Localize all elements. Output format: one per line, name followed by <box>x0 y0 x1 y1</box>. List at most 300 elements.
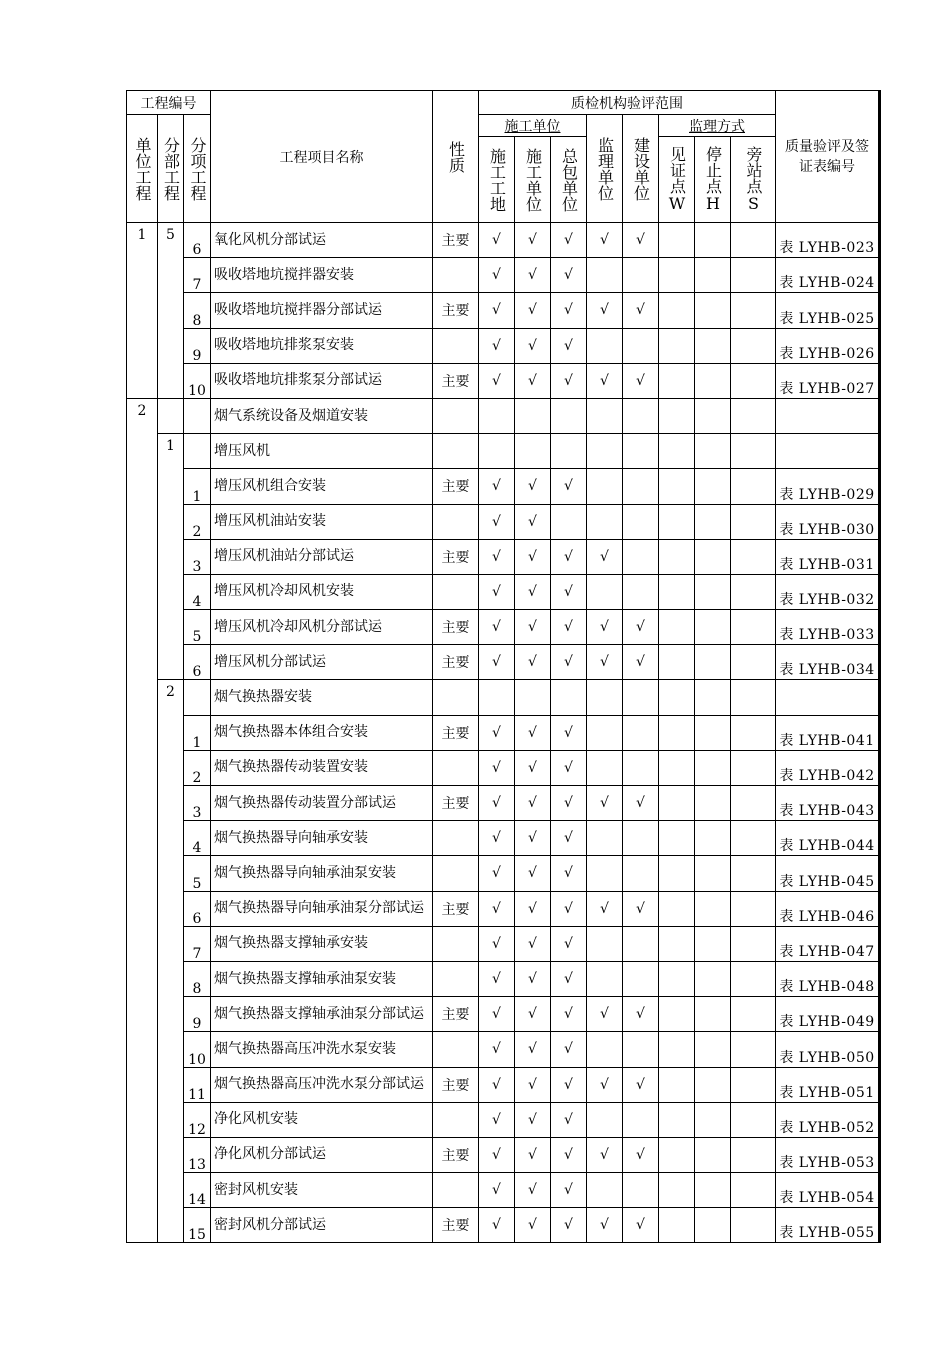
check-mark-cell: √ <box>515 1102 551 1137</box>
nature-cell: 主要 <box>433 1067 479 1102</box>
nature-cell: 主要 <box>433 645 479 680</box>
item-name-cell: 烟气换热器传动装置分部试运 <box>211 786 433 821</box>
check-mark-cell <box>731 961 776 996</box>
check-mark-cell <box>695 645 731 680</box>
table-row <box>127 363 880 398</box>
nature-cell <box>433 750 479 785</box>
form-no-cell: 表 LYHB-041 <box>776 715 880 750</box>
item-name-cell: 烟气换热器支撑轴承油泵分部试运 <box>211 997 433 1032</box>
check-mark-cell <box>731 539 776 574</box>
item-name-cell: 吸收塔地坑排浆泵安装 <box>211 328 433 363</box>
form-no-cell: 表 LYHB-027 <box>776 363 880 398</box>
check-mark-cell <box>623 574 659 609</box>
form-no-cell: 表 LYHB-043 <box>776 786 880 821</box>
check-mark-cell <box>695 434 731 469</box>
form-no-cell <box>776 680 880 715</box>
table-row <box>127 434 880 469</box>
item-project-cell <box>184 434 211 469</box>
check-mark-cell <box>659 680 695 715</box>
check-mark-cell: √ <box>587 645 623 680</box>
check-mark-cell <box>731 680 776 715</box>
check-mark-cell <box>731 469 776 504</box>
check-mark-cell: √ <box>551 821 587 856</box>
check-mark-cell: √ <box>587 997 623 1032</box>
item-project-header: 分项工程 <box>184 115 211 223</box>
check-mark-cell <box>479 680 515 715</box>
check-mark-cell <box>551 398 587 433</box>
check-mark-cell: √ <box>479 539 515 574</box>
check-mark-cell: √ <box>515 574 551 609</box>
nature-cell <box>433 1032 479 1067</box>
form-no-cell: 表 LYHB-047 <box>776 926 880 961</box>
form-no-cell: 表 LYHB-033 <box>776 610 880 645</box>
check-mark-cell: √ <box>479 328 515 363</box>
check-mark-cell: √ <box>515 1208 551 1243</box>
quality-inspection-table <box>126 90 881 1243</box>
sub-project-cell: 1 <box>158 434 184 680</box>
nature-cell: 主要 <box>433 1208 479 1243</box>
check-mark-cell <box>587 574 623 609</box>
sub-project-cell: 2 <box>158 680 184 1243</box>
unit-project-cell: 2 <box>127 398 158 1243</box>
nature-cell <box>433 434 479 469</box>
check-mark-cell: √ <box>515 610 551 645</box>
check-mark-cell: √ <box>551 786 587 821</box>
table-row <box>127 856 880 891</box>
table-row <box>127 574 880 609</box>
check-mark-cell <box>695 891 731 926</box>
check-mark-cell: √ <box>587 891 623 926</box>
item-project-cell <box>184 398 211 433</box>
check-mark-cell <box>623 504 659 539</box>
item-name-cell: 烟气换热器传动装置安装 <box>211 750 433 785</box>
check-mark-cell: √ <box>479 750 515 785</box>
item-project-cell: 5 <box>184 610 211 645</box>
check-mark-cell: √ <box>551 926 587 961</box>
check-mark-cell <box>695 997 731 1032</box>
form-no-cell: 表 LYHB-053 <box>776 1137 880 1172</box>
check-mark-cell: √ <box>479 504 515 539</box>
check-mark-cell <box>731 926 776 961</box>
check-mark-cell <box>515 680 551 715</box>
form-no-cell: 表 LYHB-045 <box>776 856 880 891</box>
table-row <box>127 961 880 996</box>
check-mark-cell: √ <box>587 1137 623 1172</box>
check-mark-cell <box>695 680 731 715</box>
check-mark-cell: √ <box>479 1032 515 1067</box>
check-mark-cell: √ <box>515 293 551 328</box>
check-mark-cell: √ <box>551 328 587 363</box>
table-row <box>127 504 880 539</box>
item-name-cell: 增压风机 <box>211 434 433 469</box>
check-mark-cell: √ <box>623 610 659 645</box>
check-mark-cell: √ <box>515 997 551 1032</box>
check-mark-cell <box>551 680 587 715</box>
check-mark-cell: √ <box>551 539 587 574</box>
check-mark-cell <box>659 856 695 891</box>
nature-cell: 主要 <box>433 1137 479 1172</box>
check-mark-cell <box>695 926 731 961</box>
item-project-cell: 7 <box>184 258 211 293</box>
nature-cell <box>433 856 479 891</box>
form-no-cell: 表 LYHB-044 <box>776 821 880 856</box>
check-mark-cell <box>659 469 695 504</box>
check-mark-cell: √ <box>551 363 587 398</box>
check-mark-cell: √ <box>551 891 587 926</box>
table-row <box>127 610 880 645</box>
check-mark-cell <box>623 328 659 363</box>
check-mark-cell <box>587 821 623 856</box>
check-mark-cell: √ <box>623 997 659 1032</box>
check-mark-cell <box>551 504 587 539</box>
check-mark-cell <box>659 1102 695 1137</box>
item-name-cell: 净化风机分部试运 <box>211 1137 433 1172</box>
check-mark-cell <box>695 1137 731 1172</box>
table-row <box>127 997 880 1032</box>
check-mark-cell <box>587 328 623 363</box>
check-mark-cell <box>623 856 659 891</box>
item-project-cell: 9 <box>184 328 211 363</box>
check-mark-cell <box>659 961 695 996</box>
check-mark-cell: √ <box>515 856 551 891</box>
check-mark-cell: √ <box>515 469 551 504</box>
nature-cell <box>433 926 479 961</box>
form-no-cell: 表 LYHB-034 <box>776 645 880 680</box>
check-mark-cell <box>659 926 695 961</box>
check-mark-cell <box>587 856 623 891</box>
check-mark-cell <box>731 434 776 469</box>
nature-cell <box>433 574 479 609</box>
check-mark-cell <box>659 398 695 433</box>
check-mark-cell <box>623 961 659 996</box>
check-mark-cell: √ <box>623 1137 659 1172</box>
form-no-cell: 表 LYHB-042 <box>776 750 880 785</box>
form-no-cell: 表 LYHB-049 <box>776 997 880 1032</box>
check-mark-cell <box>695 1067 731 1102</box>
check-mark-cell <box>731 1208 776 1243</box>
item-name-header: 工程项目名称 <box>211 91 433 223</box>
check-mark-cell <box>515 398 551 433</box>
check-mark-cell: √ <box>551 1137 587 1172</box>
table-row <box>127 715 880 750</box>
check-mark-cell <box>623 398 659 433</box>
check-mark-cell: √ <box>515 504 551 539</box>
check-mark-cell <box>731 997 776 1032</box>
check-mark-cell <box>623 434 659 469</box>
check-mark-cell <box>623 926 659 961</box>
general-contractor-header: 总包单位 <box>551 137 587 223</box>
item-name-cell: 烟气换热器高压冲洗水泵安装 <box>211 1032 433 1067</box>
check-mark-cell <box>731 223 776 258</box>
check-mark-cell <box>659 1173 695 1208</box>
nature-cell: 主要 <box>433 469 479 504</box>
sub-project-cell: 5 <box>158 223 184 399</box>
check-mark-cell <box>695 821 731 856</box>
item-name-cell: 增压风机组合安装 <box>211 469 433 504</box>
check-mark-cell <box>659 434 695 469</box>
item-name-cell: 吸收塔地坑搅拌器安装 <box>211 258 433 293</box>
check-mark-cell: √ <box>623 1067 659 1102</box>
check-mark-cell <box>659 539 695 574</box>
check-mark-cell: √ <box>551 997 587 1032</box>
item-project-cell <box>184 680 211 715</box>
check-mark-cell: √ <box>587 1208 623 1243</box>
check-mark-cell: √ <box>479 574 515 609</box>
supervision-mode-header: 监理方式 <box>659 115 776 137</box>
item-name-cell: 吸收塔地坑搅拌器分部试运 <box>211 293 433 328</box>
check-mark-cell <box>731 856 776 891</box>
check-mark-cell <box>731 328 776 363</box>
check-mark-cell: √ <box>551 1067 587 1102</box>
check-mark-cell <box>659 1208 695 1243</box>
check-mark-cell <box>587 1102 623 1137</box>
check-mark-cell <box>659 750 695 785</box>
table-row <box>127 750 880 785</box>
nature-cell: 主要 <box>433 539 479 574</box>
check-mark-cell <box>695 504 731 539</box>
check-mark-cell <box>659 1067 695 1102</box>
form-no-cell: 表 LYHB-054 <box>776 1173 880 1208</box>
check-mark-cell <box>587 750 623 785</box>
check-mark-cell <box>695 293 731 328</box>
check-mark-cell: √ <box>551 223 587 258</box>
check-mark-cell: √ <box>623 1208 659 1243</box>
check-mark-cell <box>731 574 776 609</box>
check-mark-cell: √ <box>515 891 551 926</box>
check-mark-cell <box>731 398 776 433</box>
check-mark-cell: √ <box>515 1067 551 1102</box>
item-project-cell: 2 <box>184 504 211 539</box>
item-project-cell: 15 <box>184 1208 211 1243</box>
check-mark-cell <box>659 574 695 609</box>
form-no-cell <box>776 434 880 469</box>
check-mark-cell: √ <box>479 1208 515 1243</box>
check-mark-cell: √ <box>551 469 587 504</box>
item-name-cell: 增压风机冷却风机分部试运 <box>211 610 433 645</box>
form-no-cell: 表 LYHB-051 <box>776 1067 880 1102</box>
form-no-cell: 表 LYHB-048 <box>776 961 880 996</box>
check-mark-cell <box>659 223 695 258</box>
check-mark-cell <box>659 645 695 680</box>
construction-unit-header: 施工单位 <box>479 115 587 137</box>
check-mark-cell: √ <box>551 258 587 293</box>
item-name-cell: 烟气换热器支撑轴承安装 <box>211 926 433 961</box>
item-project-cell: 6 <box>184 223 211 258</box>
check-mark-cell <box>695 750 731 785</box>
check-mark-cell <box>731 750 776 785</box>
item-project-cell: 2 <box>184 750 211 785</box>
check-mark-cell: √ <box>479 1137 515 1172</box>
check-mark-cell: √ <box>587 363 623 398</box>
check-mark-cell <box>695 1102 731 1137</box>
item-name-cell: 烟气换热器支撑轴承油泵安装 <box>211 961 433 996</box>
check-mark-cell: √ <box>623 786 659 821</box>
check-mark-cell <box>623 258 659 293</box>
check-mark-cell <box>731 1032 776 1067</box>
check-mark-cell: √ <box>515 750 551 785</box>
check-mark-cell: √ <box>515 1032 551 1067</box>
check-mark-cell <box>623 715 659 750</box>
table-row <box>127 469 880 504</box>
item-name-cell: 密封风机安装 <box>211 1173 433 1208</box>
check-mark-cell <box>551 434 587 469</box>
item-project-cell: 9 <box>184 997 211 1032</box>
check-mark-cell <box>659 1032 695 1067</box>
table-row <box>127 293 880 328</box>
check-mark-cell: √ <box>551 750 587 785</box>
check-mark-cell <box>731 645 776 680</box>
nature-cell: 主要 <box>433 293 479 328</box>
check-mark-cell <box>587 258 623 293</box>
form-no-cell: 表 LYHB-031 <box>776 539 880 574</box>
check-mark-cell <box>731 610 776 645</box>
check-mark-cell: √ <box>479 1067 515 1102</box>
check-mark-cell <box>695 786 731 821</box>
item-project-cell: 4 <box>184 574 211 609</box>
item-project-cell: 4 <box>184 821 211 856</box>
nature-cell: 主要 <box>433 997 479 1032</box>
nature-cell <box>433 961 479 996</box>
check-mark-cell <box>695 1032 731 1067</box>
check-mark-cell <box>695 574 731 609</box>
table-row <box>127 1137 880 1172</box>
check-mark-cell <box>587 1032 623 1067</box>
check-mark-cell <box>587 926 623 961</box>
check-mark-cell: √ <box>479 821 515 856</box>
const-unit-header: 施工单位 <box>515 137 551 223</box>
check-mark-cell <box>587 469 623 504</box>
form-no-cell: 表 LYHB-055 <box>776 1208 880 1243</box>
check-mark-cell: √ <box>515 961 551 996</box>
check-mark-cell: √ <box>515 258 551 293</box>
nature-cell <box>433 1102 479 1137</box>
check-mark-cell: √ <box>551 1102 587 1137</box>
check-mark-cell: √ <box>515 539 551 574</box>
check-mark-cell <box>731 363 776 398</box>
check-mark-cell: √ <box>551 1173 587 1208</box>
check-mark-cell <box>695 610 731 645</box>
check-mark-cell <box>515 434 551 469</box>
nature-cell <box>433 258 479 293</box>
check-mark-cell <box>695 1208 731 1243</box>
form-no-cell: 表 LYHB-032 <box>776 574 880 609</box>
check-mark-cell: √ <box>623 645 659 680</box>
check-mark-cell <box>731 1067 776 1102</box>
witness-header: 见证点W <box>659 137 695 223</box>
check-mark-cell <box>695 469 731 504</box>
check-mark-cell <box>695 258 731 293</box>
check-mark-cell: √ <box>587 223 623 258</box>
scope-header: 质检机构验评范围 <box>479 91 776 115</box>
table-row <box>127 539 880 574</box>
check-mark-cell: √ <box>479 997 515 1032</box>
check-mark-cell: √ <box>551 610 587 645</box>
check-mark-cell: √ <box>479 891 515 926</box>
check-mark-cell <box>623 1102 659 1137</box>
item-project-cell: 3 <box>184 539 211 574</box>
check-mark-cell: √ <box>479 645 515 680</box>
table-row <box>127 1173 880 1208</box>
supervision-unit-header: 监理单位 <box>587 115 623 223</box>
check-mark-cell <box>623 539 659 574</box>
check-mark-cell: √ <box>551 961 587 996</box>
check-mark-cell: √ <box>515 645 551 680</box>
check-mark-cell <box>731 891 776 926</box>
check-mark-cell <box>623 469 659 504</box>
table-row <box>127 1067 880 1102</box>
table-row <box>127 926 880 961</box>
nature-cell: 主要 <box>433 891 479 926</box>
standby-header: 旁站点S <box>731 137 776 223</box>
item-project-cell: 8 <box>184 961 211 996</box>
item-name-cell: 烟气换热器导向轴承油泵分部试运 <box>211 891 433 926</box>
item-name-cell: 烟气换热器安装 <box>211 680 433 715</box>
check-mark-cell <box>587 504 623 539</box>
table-row <box>127 786 880 821</box>
check-mark-cell: √ <box>623 293 659 328</box>
check-mark-cell: √ <box>551 1208 587 1243</box>
nature-header: 性质 <box>433 91 479 223</box>
nature-cell: 主要 <box>433 715 479 750</box>
check-mark-cell <box>623 1032 659 1067</box>
table-row <box>127 1208 880 1243</box>
check-mark-cell: √ <box>551 856 587 891</box>
sub-project-header: 分部工程 <box>158 115 184 223</box>
item-name-cell: 吸收塔地坑排浆泵分部试运 <box>211 363 433 398</box>
check-mark-cell: √ <box>551 715 587 750</box>
check-mark-cell: √ <box>551 293 587 328</box>
item-name-cell: 净化风机安装 <box>211 1102 433 1137</box>
check-mark-cell <box>587 398 623 433</box>
check-mark-cell: √ <box>551 574 587 609</box>
table-row <box>127 1032 880 1067</box>
check-mark-cell: √ <box>515 715 551 750</box>
item-name-cell: 增压风机油站安装 <box>211 504 433 539</box>
check-mark-cell <box>659 891 695 926</box>
item-project-cell: 6 <box>184 891 211 926</box>
item-project-cell: 12 <box>184 1102 211 1137</box>
check-mark-cell: √ <box>515 926 551 961</box>
form-no-header: 质量验评及签证表编号 <box>776 91 880 223</box>
form-no-cell: 表 LYHB-046 <box>776 891 880 926</box>
item-project-cell: 1 <box>184 469 211 504</box>
table-row <box>127 258 880 293</box>
item-project-cell: 6 <box>184 645 211 680</box>
check-mark-cell <box>479 434 515 469</box>
item-project-cell: 11 <box>184 1067 211 1102</box>
table-row <box>127 645 880 680</box>
check-mark-cell: √ <box>479 610 515 645</box>
check-mark-cell: √ <box>587 293 623 328</box>
item-name-cell: 氧化风机分部试运 <box>211 223 433 258</box>
item-project-cell: 3 <box>184 786 211 821</box>
nature-cell <box>433 1173 479 1208</box>
nature-cell <box>433 504 479 539</box>
check-mark-cell <box>731 258 776 293</box>
item-name-cell: 烟气系统设备及烟道安装 <box>211 398 433 433</box>
check-mark-cell <box>659 715 695 750</box>
item-project-cell: 7 <box>184 926 211 961</box>
unit-project-cell: 1 <box>127 223 158 399</box>
check-mark-cell <box>695 539 731 574</box>
nature-cell <box>433 328 479 363</box>
check-mark-cell: √ <box>479 293 515 328</box>
check-mark-cell: √ <box>587 539 623 574</box>
check-mark-cell <box>659 504 695 539</box>
check-mark-cell <box>659 1137 695 1172</box>
check-mark-cell <box>623 680 659 715</box>
check-mark-cell: √ <box>551 645 587 680</box>
